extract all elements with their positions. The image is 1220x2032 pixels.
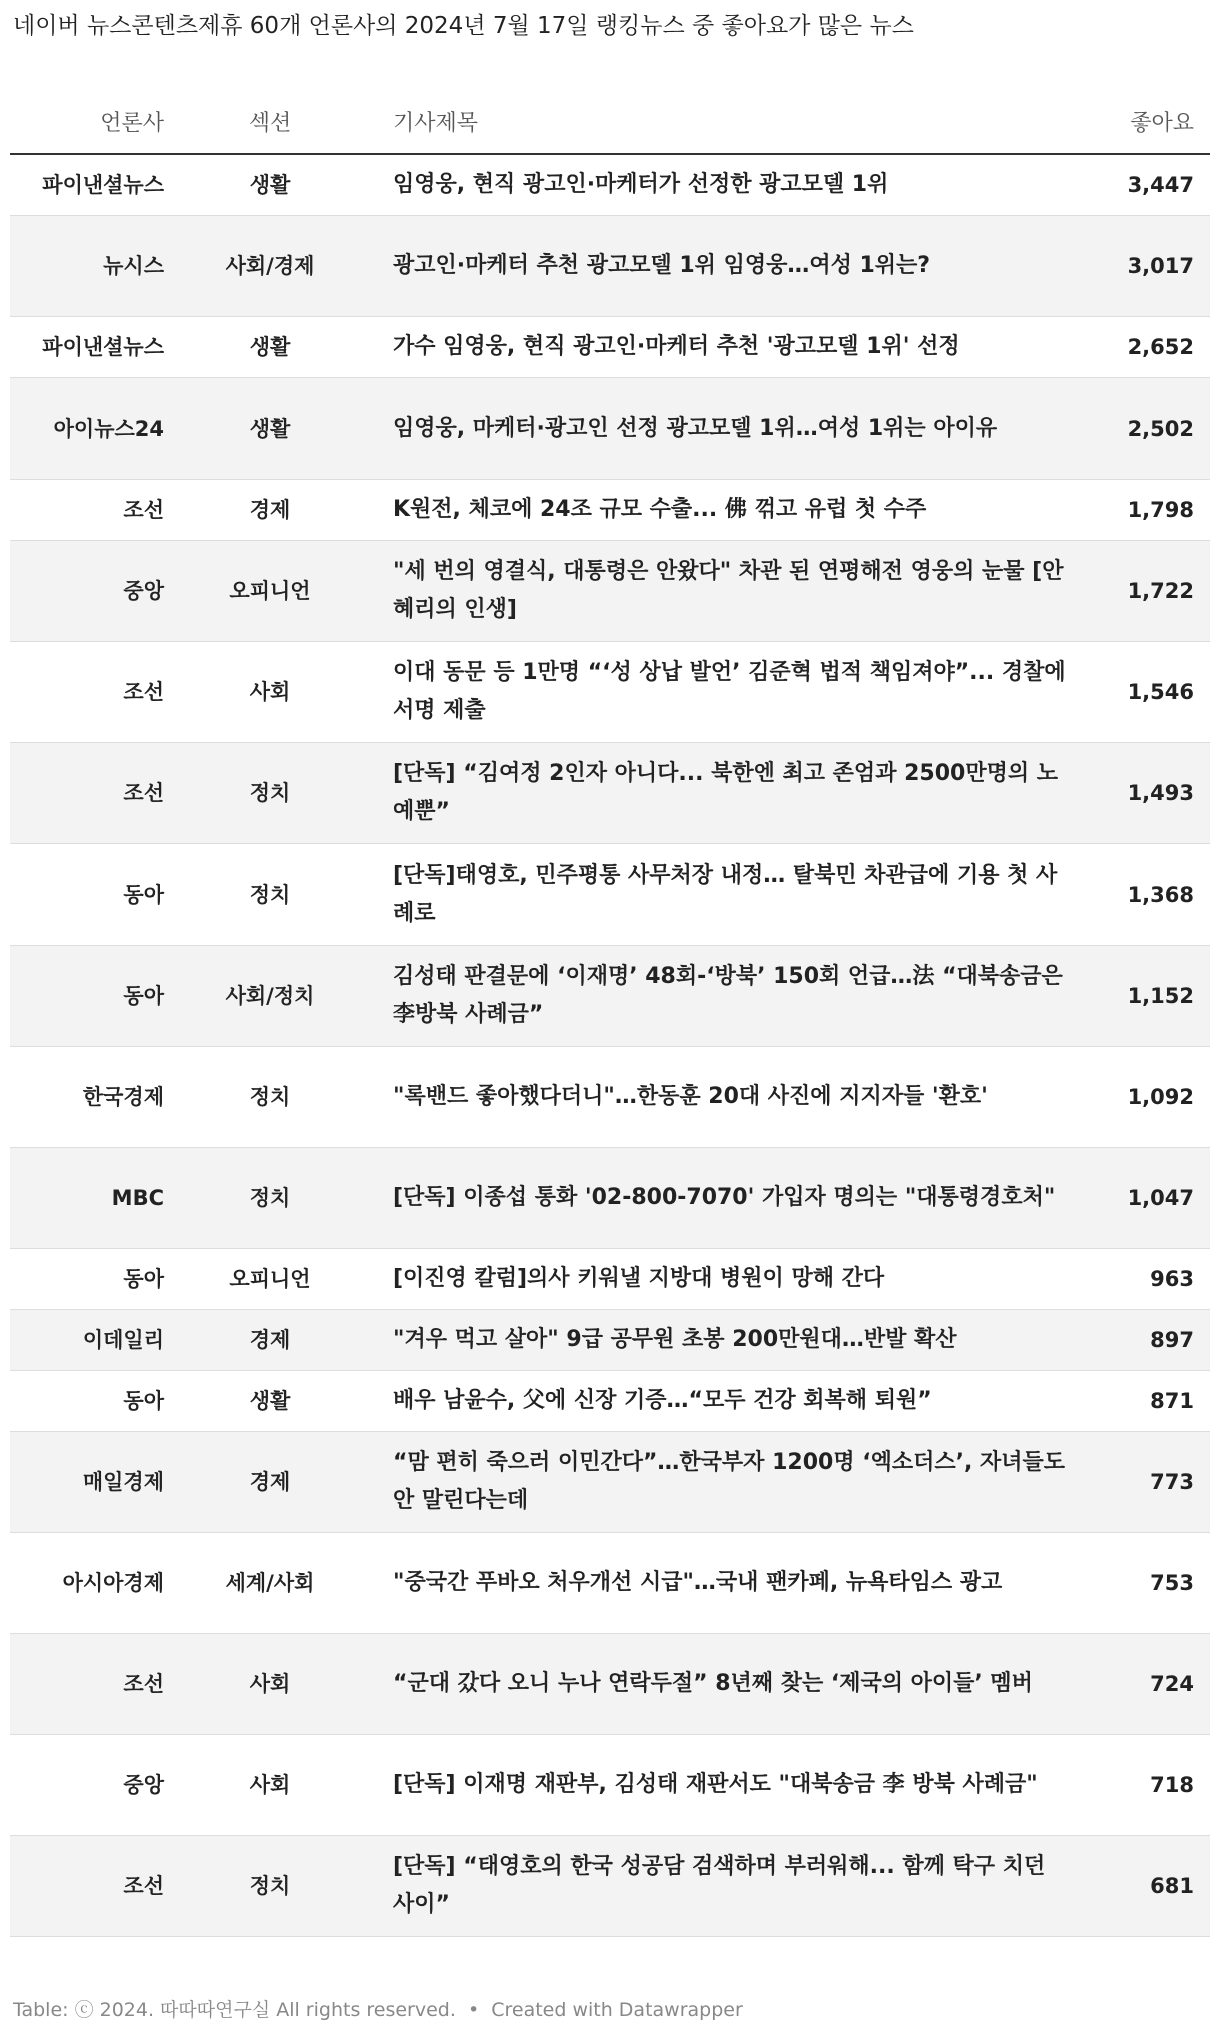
cell-section: 생활 (249, 173, 291, 197)
cell-section: 정치 (249, 781, 291, 805)
cell-headline: "겨우 먹고 살아" 9급 공무원 초봉 200만원대…반발 확산 (393, 1327, 957, 1352)
cell-likes: 3,447 (1127, 173, 1194, 197)
cell-outlet: 조선 (123, 1874, 164, 1898)
column-header-headline[interactable]: 기사제목 (393, 111, 479, 136)
table-body (10, 155, 1210, 1937)
cell-outlet: 한국경제 (82, 1085, 164, 1109)
footer (13, 1995, 743, 2022)
cell-section: 정치 (249, 1085, 291, 1109)
table-row (10, 1432, 1210, 1533)
cell-outlet: 아이뉴스24 (53, 416, 164, 441)
cell-likes: 2,502 (1127, 416, 1194, 441)
cell-outlet: 조선 (123, 1672, 164, 1696)
cell-likes: 2,652 (1127, 335, 1194, 359)
cell-section: 사회 (249, 1672, 291, 1696)
cell-headline: “맘 편히 죽으러 이민간다”…한국부자 1200명 ‘엑소더스’, 자녀들도 안 말린다는데 (393, 1450, 1065, 1513)
cell-outlet: 이데일리 (82, 1328, 164, 1352)
cell-section: 정치 (249, 1874, 291, 1898)
cell-section: 생활 (249, 1389, 291, 1413)
table-row (10, 1735, 1210, 1836)
cell-section: 오피니언 (229, 1267, 311, 1291)
cell-outlet: 동아 (123, 1389, 164, 1413)
cell-outlet: 중앙 (123, 1773, 164, 1797)
cell-headline: 임영웅, 마케터·광고인 선정 광고모델 1위…여성 1위는 아이유 (393, 415, 998, 441)
cell-headline: [단독] 이재명 재판부, 김성태 재판서도 "대북송금 李 방북 사례금" (393, 1772, 1038, 1797)
cell-likes: 753 (1150, 1571, 1194, 1595)
table-row (10, 541, 1210, 642)
cell-outlet: 파이낸셜뉴스 (42, 173, 164, 197)
cell-outlet: 아시아경제 (62, 1571, 164, 1595)
cell-section: 경제 (249, 498, 291, 522)
cell-outlet: 조선 (123, 498, 164, 522)
cell-headline: K원전, 체코에 24조 규모 수출... 佛 꺾고 유럽 첫 수주 (393, 497, 927, 522)
cell-section: 생활 (249, 335, 291, 359)
footer-credit-link[interactable]: Created with Datawrapper (491, 1999, 743, 2021)
footer-source: Table: ⓒ 2024. 따따따연구실 All rights reserved. (13, 1999, 456, 2021)
cell-headline: [단독]태영호, 민주평통 사무처장 내정… 탈북민 차관급에 기용 첫 사례로 (393, 862, 1058, 926)
cell-likes: 681 (1150, 1874, 1194, 1898)
cell-headline: 이대 동문 등 1만명 “‘성 상납 발언’ 김준혁 법적 책임져야”... 경찰에 서명 제출 (393, 660, 1066, 723)
cell-likes: 773 (1150, 1470, 1194, 1494)
cell-likes: 1,722 (1127, 579, 1194, 603)
cell-headline: 임영웅, 현직 광고인·마케터가 선정한 광고모델 1위 (393, 172, 889, 197)
table-row (10, 1371, 1210, 1432)
cell-outlet: 동아 (123, 984, 164, 1008)
table-row (10, 317, 1210, 378)
table-row (10, 1836, 1210, 1937)
cell-likes: 1,047 (1127, 1186, 1194, 1210)
cell-section: 세계/사회 (225, 1571, 315, 1595)
table-row (10, 844, 1210, 946)
cell-likes: 724 (1150, 1672, 1194, 1696)
cell-headline: [단독] “태영호의 한국 성공담 검색하며 부러워해... 함께 탁구 치던 사이” (393, 1854, 1046, 1917)
cell-likes: 1,368 (1127, 882, 1194, 907)
table-row (10, 1533, 1210, 1634)
cell-section: 사회 (249, 1773, 291, 1797)
cell-section: 정치 (249, 1186, 291, 1210)
table-row (10, 1148, 1210, 1249)
cell-likes: 1,152 (1127, 984, 1194, 1008)
table-header-row (10, 90, 1210, 155)
cell-headline: "중국간 푸바오 처우개선 시급"…국내 팬카페, 뉴욕타임스 광고 (393, 1570, 1003, 1595)
cell-headline: [단독] “김여정 2인자 아니다... 북한엔 최고 존엄과 2500만명의 노예뿐” (393, 761, 1058, 824)
cell-section: 오피니언 (229, 579, 311, 603)
cell-section: 생활 (249, 416, 291, 441)
table-row (10, 946, 1210, 1047)
cell-likes: 1,546 (1127, 680, 1194, 704)
cell-headline: [이진영 칼럼]의사 키워낼 지방대 병원이 망해 간다 (393, 1266, 885, 1291)
table-row (10, 155, 1210, 216)
cell-headline: [단독] 이종섭 통화 '02-800-7070' 가입자 명의는 "대통령경호처" (393, 1185, 1056, 1210)
cell-headline: 김성태 판결문에 ‘이재명’ 48회-‘방북’ 150회 언급…法 “대북송금은 李방북 사례금” (393, 964, 1063, 1027)
cell-outlet: 뉴시스 (103, 254, 164, 278)
cell-likes: 897 (1150, 1328, 1194, 1352)
table-row (10, 743, 1210, 844)
table-row (10, 1310, 1210, 1371)
cell-section: 사회/경제 (225, 254, 315, 278)
cell-outlet: 동아 (123, 1267, 164, 1291)
data-table (10, 90, 1210, 1937)
cell-outlet: MBC (111, 1186, 164, 1210)
table-row (10, 480, 1210, 541)
table-row (10, 216, 1210, 317)
cell-outlet: 매일경제 (82, 1470, 164, 1494)
cell-headline: 광고인·마케터 추천 광고모델 1위 임영웅…여성 1위는? (393, 253, 931, 278)
table-row (10, 378, 1210, 480)
cell-section: 경제 (249, 1470, 291, 1494)
cell-outlet: 파이낸셜뉴스 (42, 335, 164, 359)
cell-likes: 1,493 (1127, 781, 1194, 805)
cell-likes: 1,798 (1127, 498, 1194, 522)
cell-outlet: 조선 (123, 680, 164, 704)
cell-section: 사회 (249, 680, 291, 704)
column-header-section[interactable]: 섹션 (248, 111, 292, 136)
cell-section: 사회/정치 (225, 984, 315, 1008)
cell-headline: "록밴드 좋아했다더니"…한동훈 20대 사진에 지지자들 '환호' (393, 1084, 988, 1109)
cell-likes: 963 (1150, 1267, 1194, 1291)
page-title: 네이버 뉴스콘텐츠제휴 60개 언론사의 2024년 7월 17일 랭킹뉴스 중 좋아요가 많은 뉴스 (13, 13, 914, 39)
table-row (10, 1047, 1210, 1148)
cell-outlet: 동아 (123, 882, 164, 907)
column-header-likes[interactable]: 좋아요 (1130, 111, 1194, 136)
cell-section: 정치 (249, 882, 291, 907)
cell-outlet: 조선 (123, 781, 164, 805)
cell-headline: 배우 남윤수, 父에 신장 기증…“모두 건강 회복해 퇴원” (393, 1388, 932, 1413)
cell-likes: 718 (1150, 1773, 1194, 1797)
cell-section: 경제 (249, 1328, 291, 1352)
table-row (10, 1634, 1210, 1735)
cell-headline: 가수 임영웅, 현직 광고인·마케터 추천 '광고모델 1위' 선정 (393, 334, 960, 359)
cell-outlet: 중앙 (123, 579, 164, 603)
table-row (10, 642, 1210, 743)
footer-separator: • (467, 1999, 480, 2021)
cell-likes: 871 (1150, 1389, 1194, 1413)
cell-likes: 3,017 (1127, 254, 1194, 278)
cell-headline: “군대 갔다 오니 누나 연락두절” 8년째 찾는 ‘제국의 아이들’ 멤버 (393, 1671, 1033, 1696)
column-header-outlet[interactable]: 언론사 (100, 111, 164, 136)
table-row (10, 1249, 1210, 1310)
cell-headline: "세 번의 영결식, 대통령은 안왔다" 차관 된 연평해전 영웅의 눈물 [안혜리의 인생] (393, 559, 1064, 622)
cell-likes: 1,092 (1127, 1085, 1194, 1109)
